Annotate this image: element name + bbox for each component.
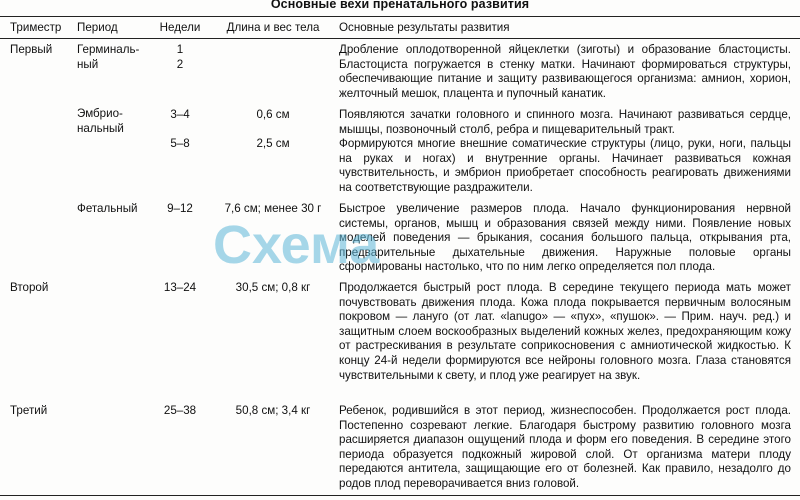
weeks-second: 13–24 <box>163 281 197 294</box>
trimester-first: Первый <box>10 43 53 56</box>
period-germinal: Герминаль- ный <box>77 43 140 71</box>
header-size: Длина и вес тела <box>226 21 320 34</box>
size-fetal: 7,6 см; менее 30 г <box>224 202 322 215</box>
header-weeks: Недели <box>159 21 201 34</box>
watermark-text: Схема <box>213 215 380 275</box>
results-second: Продолжается быстрый рост плода. В середине текущего периода мать может почувствовать движения плода. Кожа плода покрывается первичным волосяным покровом — лануго (от лат. «lanugo» — «пух», «пушок». — Прим. науч. ред.) и защитным слоем воскообразных выделений кожных желез, предохраняющим кожу от растрескивания в результате соприкосновения с амниотической жидкостью. К концу 24-й недели формируются все нейроны головного мозга. Глаза становятся чувствительными к свету, и плод уже реагирует на звук. <box>339 281 791 382</box>
trimester-second: Второй <box>10 281 49 294</box>
size-embryo-5-8: 2,5 см <box>256 137 290 150</box>
size-third: 50,8 см; 3,4 кг <box>235 404 311 417</box>
weeks-fetal: 9–12 <box>167 202 193 215</box>
header-period: Период <box>77 21 118 34</box>
period-embryonic: Эмбрио- нальный <box>77 107 124 135</box>
trimester-third: Третий <box>10 404 48 417</box>
period-fetal: Фетальный <box>77 202 138 215</box>
weeks-embryo-5-8: 5–8 <box>170 137 190 150</box>
results-embryo-5-8: Формируются многие внешние соматические структуры (лицо, руки, ноги, пальцы на руках и ногах) и внутренние органы. Начинает развиваться кожная чувствительность, и эмбрион приобретает способность реагировать движениями на соответствующие раздражители. <box>339 137 791 194</box>
top-rule <box>0 16 800 17</box>
results-embryo-3-4: Появляются зачатки головного и спинного мозга. Начинают развиваться сердце, мышцы, позвоночный столб, ребра и пищеварительный тракт. <box>339 108 791 136</box>
weeks-third: 25–38 <box>163 404 197 417</box>
bottom-rule <box>0 495 800 496</box>
weeks-embryo-3-4: 3–4 <box>170 108 190 121</box>
results-germinal: Дробление оплодотворенной яйцеклетки (зиготы) и образование бластоцисты. Бластоциста погружается в стенку матки. Начинают формироваться структуры, обеспечивающие питание и защиту развивающегося организма: амнион, хорион, желточный мешок, плацента и пупочный канатик. <box>339 43 791 100</box>
size-embryo-3-4: 0,6 см <box>256 108 290 121</box>
header-rule <box>0 38 800 39</box>
results-third: Ребенок, родившийся в этот период, жизнеспособен. Продолжается рост плода. Постепенно созревают легкие. Благодаря быстрому развитию головного мозга расширяется диапазон ощущений плода и форм его поведения. В середине этого периода образуется подкожный жировой слой. От организма матери плоду передаются антитела, защищающие его от болезней. Как правило, незадолго до родов плод переворачивается вниз головой. <box>339 404 791 490</box>
header-results: Основные результаты развития <box>339 21 510 34</box>
weeks-germinal: 1 2 <box>176 43 184 71</box>
results-fetal: Быстрое увеличение размеров плода. Начало функционирования нервной системы, органов, мышц и образования связей между ними. Появление новых моделей поведения — брыкания, сосания большого пальца, открывания рта, предварительные дыхательные движения. Наружные половые органы сформированы настолько, что по ним легко определяется пол плода. <box>339 202 791 274</box>
header-trimester: Триместр <box>10 21 62 34</box>
size-second: 30,5 см; 0,8 кг <box>235 281 311 294</box>
table-title: Основные вехи пренатального развития <box>270 0 530 11</box>
